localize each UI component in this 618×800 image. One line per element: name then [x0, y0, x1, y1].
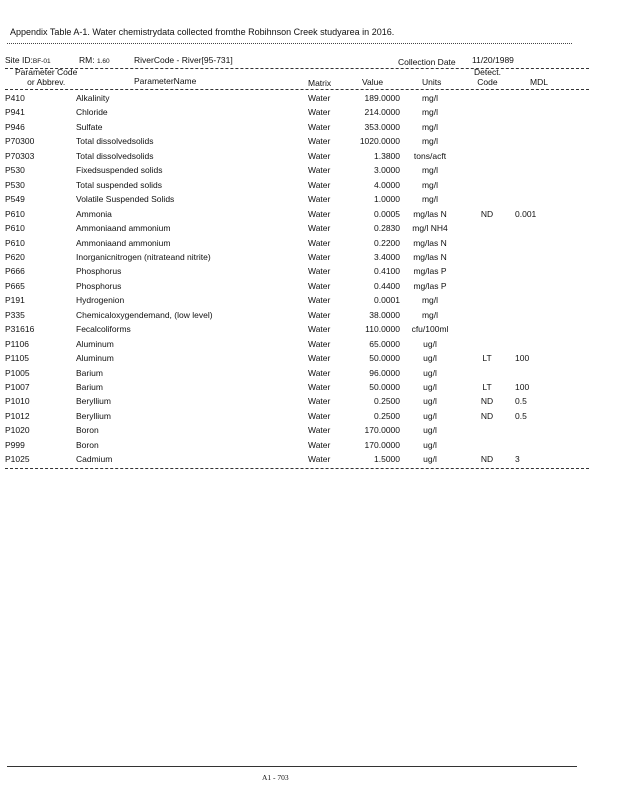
cell-value: 1020.0000 [359, 136, 400, 147]
cell-units: mg/las N [413, 208, 447, 219]
cell-mdl: 100 [515, 382, 530, 392]
cell-value: 1.3800 [374, 150, 400, 161]
cell-code: P620 [5, 251, 25, 262]
table-row [0, 454, 618, 468]
column-header-param-name: ParameterName [134, 76, 197, 86]
cell-name: Sulfate [76, 121, 103, 132]
table-row [0, 425, 618, 439]
column-header-detect-code [474, 67, 501, 87]
footer-rule [7, 766, 577, 767]
column-header-matrix: Matrix [308, 78, 332, 88]
cell-units: ug/l [423, 454, 437, 465]
cell-units: mg/las N [413, 251, 447, 262]
cell-code: P1012 [5, 410, 30, 421]
column-header-units: Units [422, 77, 442, 87]
cell-name: Alkalinity [76, 93, 110, 103]
table-row [0, 339, 618, 353]
cell-matrix: Water [308, 382, 331, 392]
cell-value: 0.4100 [374, 266, 400, 277]
cell-value: 0.2830 [374, 223, 400, 234]
cell-code: P1010 [5, 396, 30, 407]
cell-name: Beryllium [76, 396, 111, 407]
rm-value: 1.60 [96, 58, 110, 65]
cell-mdl: 0.5 [515, 396, 527, 407]
cell-units: mg/l [421, 93, 439, 103]
site-id [5, 55, 51, 65]
table-end-rule [5, 468, 589, 469]
cell-code: P946 [5, 121, 25, 132]
cell-matrix: Water [308, 454, 331, 465]
cell-matrix: Water [308, 165, 331, 176]
cell-code: P666 [5, 266, 25, 277]
table-row [0, 382, 618, 396]
cell-det: ND [480, 396, 494, 407]
cell-mdl: 0.5 [515, 410, 527, 421]
cell-value: 0.2200 [374, 237, 400, 248]
cell-name: Aluminum [76, 338, 114, 349]
table-row [0, 194, 618, 208]
cell-units: mg/las P [413, 266, 447, 277]
cell-code: P549 [5, 194, 25, 205]
table-caption: Appendix Table A-1. Water chemistrydata collected fromthe Robihnson Creek studyarea in 2016. [10, 27, 395, 37]
cell-units: ug/l [423, 353, 437, 364]
header-bottom-rule [5, 89, 589, 90]
cell-code: P530 [5, 165, 25, 176]
cell-matrix: Water [308, 223, 331, 234]
cell-units: mg/las N [413, 237, 447, 248]
table-row [0, 223, 618, 237]
cell-value: 1.5000 [374, 454, 400, 465]
cell-name: Total suspended solids [76, 179, 163, 190]
cell-code: P1005 [5, 367, 30, 378]
cell-units: mg/l [421, 121, 439, 132]
column-header-detect-line2: Code [477, 77, 498, 87]
cell-units: mg/l [421, 179, 439, 190]
cell-code: P610 [5, 223, 25, 234]
cell-mdl: 0.001 [515, 208, 537, 219]
cell-value: 3.0000 [374, 165, 400, 176]
table-row [0, 93, 618, 107]
cell-units: ug/l [423, 439, 437, 450]
cell-det: ND [480, 410, 494, 421]
column-header-param-code-line1: Parameter Code [15, 67, 78, 77]
table-row [0, 396, 618, 410]
table-row [0, 440, 618, 454]
table-row [0, 353, 618, 367]
cell-units: mg/l NH4 [412, 223, 448, 234]
column-header-detect-line1: Detect. [474, 67, 501, 77]
cell-code: P665 [5, 280, 25, 291]
cell-value: 0.0001 [374, 295, 400, 306]
cell-det: LT [482, 353, 492, 364]
cell-name: Phosphorus [76, 280, 122, 291]
cell-matrix: Water [308, 439, 331, 450]
cell-value: 1.0000 [374, 194, 400, 205]
cell-matrix: Water [308, 208, 331, 219]
cell-value: 50.0000 [369, 382, 400, 392]
cell-value: 96.0000 [369, 367, 400, 378]
cell-value: 170.0000 [364, 425, 400, 436]
cell-value: 0.2500 [374, 396, 400, 407]
cell-units: tons/acft [413, 150, 447, 161]
table-row [0, 324, 618, 338]
table-row [0, 411, 618, 425]
cell-value: 0.2500 [374, 410, 400, 421]
cell-matrix: Water [308, 295, 331, 306]
cell-code: P610 [5, 208, 25, 219]
cell-matrix: Water [308, 121, 331, 132]
cell-value: 65.0000 [369, 338, 400, 349]
cell-name: Beryllium [76, 410, 111, 421]
cell-name: Phosphorus [76, 266, 122, 277]
cell-matrix: Water [308, 266, 331, 277]
table-row [0, 266, 618, 280]
cell-units: mg/l [421, 107, 439, 118]
cell-units: ug/l [423, 338, 437, 349]
cell-code: P1007 [5, 382, 30, 392]
cell-name: Fixedsuspended solids [76, 165, 163, 176]
cell-matrix: Water [308, 280, 331, 291]
cell-matrix: Water [308, 425, 331, 436]
cell-det: ND [480, 454, 494, 465]
cell-value: 3.4000 [374, 251, 400, 262]
table-row [0, 281, 618, 295]
cell-name: Chemicaloxygendemand, (low level) [76, 309, 213, 320]
cell-units: mg/l [421, 295, 439, 306]
cell-name: Inorganicnitrogen (nitrateand nitrite) [76, 251, 211, 262]
cell-units: ug/l [423, 382, 437, 392]
table-row [0, 238, 618, 252]
site-id-value: BF-01 [32, 58, 51, 65]
cell-name: Boron [76, 439, 99, 450]
cell-det: ND [480, 208, 494, 219]
collection-date-value: 11/20/1989 [472, 55, 514, 65]
cell-matrix: Water [308, 353, 331, 364]
cell-value: 353.0000 [364, 121, 400, 132]
cell-matrix: Water [308, 136, 331, 147]
caption-divider [7, 43, 572, 44]
cell-units: mg/l [421, 309, 439, 320]
cell-code: P410 [5, 93, 25, 103]
table-row [0, 295, 618, 309]
collection-date-label: Collection Date [398, 57, 456, 67]
cell-name: Ammoniaand ammonium [76, 237, 171, 248]
cell-code: P1025 [5, 454, 30, 465]
cell-matrix: Water [308, 324, 331, 335]
cell-name: Barium [76, 367, 103, 378]
table-row [0, 209, 618, 223]
cell-units: mg/l [421, 165, 439, 176]
cell-mdl: 100 [515, 353, 530, 364]
rm-label: RM: [79, 55, 95, 65]
cell-code: P1105 [5, 353, 29, 364]
cell-code: P70303 [5, 150, 35, 161]
table-row [0, 122, 618, 136]
table-row [0, 310, 618, 324]
cell-value: 110.0000 [365, 324, 400, 335]
cell-name: Fecalcoliforms [76, 324, 131, 335]
cell-value: 170.0000 [364, 439, 400, 450]
table-row [0, 252, 618, 266]
river-mile [79, 55, 110, 65]
cell-name: Ammonia [76, 208, 112, 219]
cell-units: cfu/100ml [411, 324, 449, 335]
cell-matrix: Water [308, 338, 331, 349]
cell-value: 50.0000 [369, 353, 400, 364]
cell-units: ug/l [423, 367, 437, 378]
cell-code: P335 [5, 309, 25, 320]
cell-code: P1020 [5, 425, 30, 436]
cell-matrix: Water [308, 237, 331, 248]
cell-code: P1106 [5, 338, 29, 349]
cell-matrix: Water [308, 251, 331, 262]
column-header-param-code-line2: or Abbrev. [27, 77, 66, 87]
cell-value: 38.0000 [369, 309, 400, 320]
page-number: A1 - 703 [262, 773, 289, 782]
cell-matrix: Water [308, 194, 331, 205]
cell-code: P191 [5, 295, 25, 306]
cell-mdl: 3 [515, 454, 520, 465]
header-top-rule [5, 68, 589, 69]
cell-code: P999 [5, 439, 25, 450]
column-header-param-code [15, 67, 77, 87]
cell-matrix: Water [308, 93, 331, 103]
cell-units: mg/l [421, 194, 439, 205]
column-header-mdl: MDL [530, 77, 548, 87]
cell-matrix: Water [308, 107, 331, 118]
cell-name: Total dissolvedsolids [76, 136, 154, 147]
cell-units: ug/l [423, 410, 437, 421]
cell-value: 214.0000 [364, 107, 400, 118]
site-id-label: Site ID: [5, 55, 33, 65]
cell-name: Aluminum [76, 353, 114, 364]
cell-matrix: Water [308, 309, 331, 320]
cell-value: 0.4400 [374, 280, 400, 291]
cell-name: Cadmium [76, 454, 113, 465]
cell-name: Boron [76, 425, 99, 436]
column-header-value: Value [362, 77, 384, 87]
cell-value: 4.0000 [374, 179, 400, 190]
cell-matrix: Water [308, 396, 331, 407]
cell-name: Chloride [76, 107, 108, 118]
cell-matrix: Water [308, 410, 331, 421]
table-row [0, 107, 618, 121]
river-code: RiverCode - River[95-731] [134, 55, 233, 65]
cell-units: mg/l [421, 136, 439, 147]
table-row [0, 180, 618, 194]
table-row [0, 368, 618, 382]
cell-code: P610 [5, 237, 25, 248]
cell-name: Volatile Suspended Solids [76, 194, 175, 205]
cell-code: P530 [5, 179, 25, 190]
cell-units: ug/l [423, 396, 437, 407]
table-row [0, 151, 618, 165]
cell-name: Hydrogenion [76, 295, 125, 306]
cell-code: P31616 [5, 324, 35, 335]
cell-code: P941 [5, 107, 25, 118]
table-row [0, 165, 618, 179]
cell-det: LT [482, 382, 492, 392]
cell-code: P70300 [5, 136, 35, 147]
cell-name: Ammoniaand ammonium [76, 223, 171, 234]
cell-units: ug/l [423, 425, 437, 436]
cell-name: Total dissolvedsolids [76, 150, 154, 161]
cell-name: Barium [76, 382, 103, 392]
cell-value: 0.0005 [374, 208, 400, 219]
cell-matrix: Water [308, 150, 331, 161]
cell-matrix: Water [308, 367, 331, 378]
cell-value: 189.0000 [364, 93, 400, 103]
cell-matrix: Water [308, 179, 331, 190]
table-row [0, 136, 618, 150]
cell-units: mg/las P [413, 280, 447, 291]
